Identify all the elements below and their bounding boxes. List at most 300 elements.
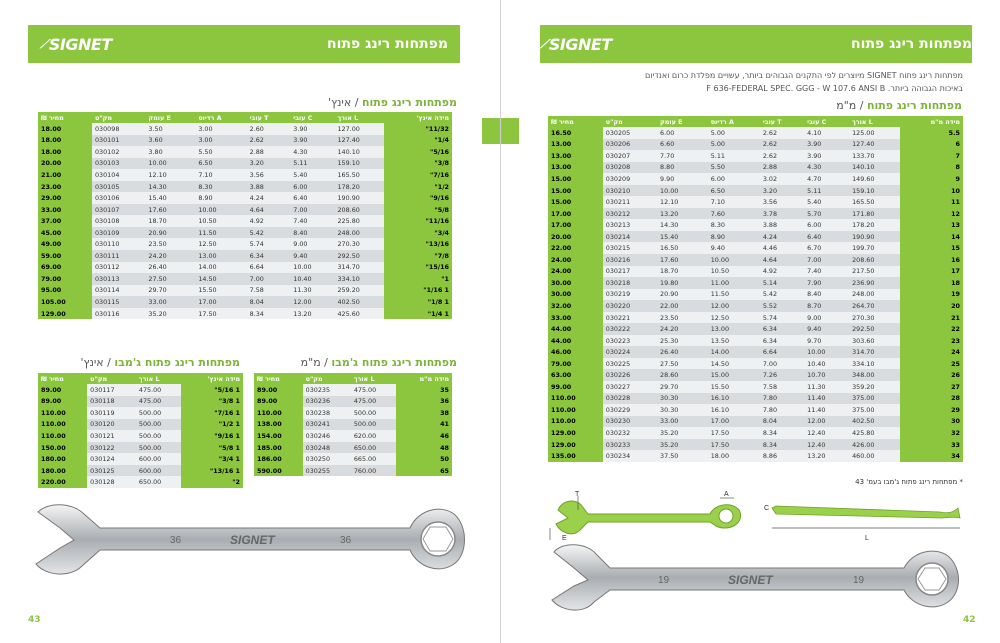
table-row <box>548 173 963 185</box>
table-cell: 5.00 <box>708 127 760 139</box>
table-row <box>548 312 963 324</box>
table-cell: 10.50 <box>195 215 246 227</box>
table-cell: 500.00 <box>351 407 396 419</box>
size-cell: 28 <box>900 393 963 405</box>
table-cell: 6.60 <box>657 139 708 151</box>
price-cell: 110.00 <box>548 416 603 428</box>
table-cell: 7.40 <box>290 215 334 227</box>
column-header: L אורך <box>136 373 181 384</box>
wrench-brand-label: SIGNET <box>230 533 275 547</box>
table-cell: 030108 <box>92 215 145 227</box>
table-cell: 6.34 <box>760 323 804 335</box>
table-cell: 7.80 <box>760 393 804 405</box>
swoosh-icon: ⟋ <box>40 36 48 51</box>
size-cell: 5/8" <box>384 204 452 216</box>
table-cell: 12.50 <box>708 312 760 324</box>
table-cell: 17.00 <box>195 296 246 308</box>
intro-line: מפתחות רינג פתוח SIGNET מיוצרים לפי התקנים הגבוהים ביותר, עשויים מפלדת כרום ואנדיום <box>645 71 963 80</box>
page-number-left: 43 <box>28 615 41 625</box>
table-row <box>548 450 963 462</box>
table-row <box>38 123 452 135</box>
size-cell: 7/8" <box>384 250 452 262</box>
price-cell: 110.00 <box>548 393 603 405</box>
price-cell: 30.00 <box>548 277 603 289</box>
table-cell: 5.14 <box>760 277 804 289</box>
size-cell: 35 <box>396 384 452 396</box>
table-cell: 8.34 <box>760 427 804 439</box>
table-cell: 178.20 <box>334 181 384 193</box>
table-cell: 7.70 <box>657 150 708 162</box>
table-cell: 13.20 <box>290 308 334 320</box>
table-cell: 030233 <box>603 439 657 451</box>
table-cell: 3.90 <box>804 139 849 151</box>
table-cell: 375.00 <box>849 393 900 405</box>
left-side-tab <box>482 118 500 144</box>
table-cell: 9.40 <box>708 242 760 254</box>
size-cell: 1/4" <box>384 135 452 147</box>
size-cell: 41 <box>396 419 452 431</box>
table-cell: 303.60 <box>849 335 900 347</box>
column-header: A רדיוס <box>195 112 246 123</box>
table-cell: 11.50 <box>195 227 246 239</box>
size-cell: 5/16" <box>384 146 452 158</box>
table-cell: 12.10 <box>657 196 708 208</box>
table-row <box>548 289 963 301</box>
price-cell: 16.50 <box>548 127 603 139</box>
metric-wrench-photo <box>548 540 968 615</box>
table-cell: 3.50 <box>145 123 195 135</box>
table-cell: 314.70 <box>334 262 384 274</box>
table-row <box>38 442 243 454</box>
table-cell: 030222 <box>603 323 657 335</box>
table-cell: 3.20 <box>760 185 804 197</box>
table-cell: 030120 <box>87 419 136 431</box>
table-cell: 13.20 <box>804 450 849 462</box>
table-cell: 030221 <box>603 312 657 324</box>
price-cell: 44.00 <box>548 323 603 335</box>
price-cell: 89.00 <box>38 384 87 396</box>
table-cell: 12.00 <box>290 296 334 308</box>
table-cell: 6.00 <box>804 219 849 231</box>
table-cell: 14.30 <box>145 181 195 193</box>
table-cell: 20.90 <box>145 227 195 239</box>
table-cell: 4.64 <box>247 204 291 216</box>
table-cell: 16.50 <box>657 242 708 254</box>
price-cell: 150.00 <box>38 442 87 454</box>
table-cell: 159.10 <box>334 158 384 170</box>
size-cell: 1 9/16" <box>181 430 243 442</box>
table-row <box>38 384 243 396</box>
table-cell: 030208 <box>603 162 657 174</box>
table-row <box>548 162 963 174</box>
size-cell: 21 <box>900 312 963 324</box>
size-cell: 7/16" <box>384 169 452 181</box>
long-inch-table-heading: מפתחות רינג פתוח ג'מבו / אינץ' <box>80 356 240 369</box>
table-row <box>548 254 963 266</box>
table-cell: 030228 <box>603 393 657 405</box>
size-cell: 1 3/4" <box>181 453 243 465</box>
price-cell: 24.00 <box>548 254 603 266</box>
size-cell: 1/2" <box>384 181 452 193</box>
table-cell: 3.78 <box>760 208 804 220</box>
table-cell: 3.00 <box>195 135 246 147</box>
price-cell: 22.00 <box>548 242 603 254</box>
table-cell: 7.00 <box>247 273 291 285</box>
table-row <box>548 196 963 208</box>
table-cell: 28.60 <box>657 369 708 381</box>
table-cell: 7.00 <box>804 254 849 266</box>
table-row <box>38 169 452 181</box>
mm-table-heading: מפתחות רינג פתוח / מ"מ <box>836 99 962 112</box>
table-row <box>38 215 452 227</box>
table-cell: 6.50 <box>708 185 760 197</box>
price-cell: 13.00 <box>548 150 603 162</box>
price-cell: 33.00 <box>548 312 603 324</box>
table-cell: 8.90 <box>708 231 760 243</box>
table-cell: 7.00 <box>760 358 804 370</box>
price-cell: 99.00 <box>548 381 603 393</box>
size-cell: 50 <box>396 453 452 465</box>
table-cell: 7.80 <box>760 404 804 416</box>
table-cell: 3.02 <box>760 173 804 185</box>
table-cell: 030214 <box>603 231 657 243</box>
table-cell: 030229 <box>603 404 657 416</box>
table-cell: 8.70 <box>804 300 849 312</box>
left-logo: ⟋ SIGNET <box>40 34 112 54</box>
footnote: * מפתחות רינג פתוח ג'מבו בעמ' 43 <box>855 478 963 486</box>
table-cell: 5.74 <box>760 312 804 324</box>
table-cell: 7.40 <box>804 266 849 278</box>
table-cell: 6.70 <box>804 242 849 254</box>
table-cell: 030102 <box>92 146 145 158</box>
table-row <box>548 381 963 393</box>
dim-label-a: A <box>724 491 729 498</box>
table-row <box>38 262 452 274</box>
dim-label-l: L <box>865 535 869 542</box>
size-cell: 8 <box>900 162 963 174</box>
table-cell: 10.70 <box>804 369 849 381</box>
table-cell: 14.00 <box>708 346 760 358</box>
price-cell: 21.00 <box>38 169 92 181</box>
table-cell: 30.30 <box>657 404 708 416</box>
table-cell: 334.10 <box>334 273 384 285</box>
table-cell: 4.24 <box>247 192 291 204</box>
table-cell: 11.00 <box>708 277 760 289</box>
table-cell: 760.00 <box>351 465 396 477</box>
size-cell: 11/32" <box>384 123 452 135</box>
price-cell: 110.00 <box>254 407 303 419</box>
price-cell: 154.00 <box>254 430 303 442</box>
table-cell: 8.34 <box>760 439 804 451</box>
price-cell: 110.00 <box>38 407 87 419</box>
table-cell: 4.30 <box>804 162 849 174</box>
table-cell: 030105 <box>92 181 145 193</box>
table-row <box>548 369 963 381</box>
table-cell: 15.40 <box>657 231 708 243</box>
table-cell: 030117 <box>87 384 136 396</box>
table-cell: 5.11 <box>708 150 760 162</box>
column-header: מק"ט <box>603 116 657 127</box>
table-cell: 620.00 <box>351 430 396 442</box>
table-cell: 13.50 <box>708 335 760 347</box>
table-cell: 426.00 <box>849 439 900 451</box>
table-cell: 334.10 <box>849 358 900 370</box>
table-cell: 4.64 <box>760 254 804 266</box>
price-cell: 32.00 <box>548 300 603 312</box>
table-cell: 5.74 <box>247 238 291 250</box>
table-cell: 10.00 <box>290 262 334 274</box>
table-cell: 4.92 <box>247 215 291 227</box>
price-cell: 129.00 <box>38 308 92 320</box>
table-row <box>38 453 243 465</box>
intro-text <box>548 70 963 95</box>
price-cell: 89.00 <box>254 396 303 408</box>
table-cell: 149.60 <box>849 173 900 185</box>
table-cell: 5.70 <box>804 208 849 220</box>
table-cell: 030207 <box>603 150 657 162</box>
table-row <box>38 476 243 488</box>
size-cell: 23 <box>900 335 963 347</box>
table-cell: 10.00 <box>804 346 849 358</box>
size-cell: 2" <box>181 476 243 488</box>
size-cell: 1 5/8" <box>181 442 243 454</box>
table-cell: 30.30 <box>657 393 708 405</box>
size-cell: 1 1/2" <box>181 419 243 431</box>
price-cell: 45.00 <box>38 227 92 239</box>
table-cell: 475.00 <box>351 396 396 408</box>
table-row <box>38 204 452 216</box>
table-row <box>548 404 963 416</box>
right-logo: ⟋ SIGNET <box>540 34 612 54</box>
table-cell: 030250 <box>303 453 351 465</box>
table-cell: 6.64 <box>247 262 291 274</box>
table-cell: 475.00 <box>136 396 181 408</box>
table-row <box>254 419 452 431</box>
right-banner <box>540 25 972 63</box>
table-cell: 030116 <box>92 308 145 320</box>
size-cell: 3/8" <box>384 158 452 170</box>
table-row <box>38 238 452 250</box>
price-cell: 79.00 <box>548 358 603 370</box>
table-cell: 3.90 <box>290 135 334 147</box>
table-row <box>548 323 963 335</box>
table-cell: 23.50 <box>657 312 708 324</box>
table-cell: 14.30 <box>657 219 708 231</box>
table-cell: 4.10 <box>804 127 849 139</box>
price-cell: 46.00 <box>548 346 603 358</box>
table-cell: 030241 <box>303 419 351 431</box>
table-row <box>548 242 963 254</box>
table-cell: 5.50 <box>708 162 760 174</box>
table-cell: 11.50 <box>708 289 760 301</box>
size-cell: 6 <box>900 139 963 151</box>
table-cell: 29.70 <box>657 381 708 393</box>
column-header: מק"ט <box>303 373 351 384</box>
table-cell: 7.00 <box>290 204 334 216</box>
price-cell: 15.00 <box>548 185 603 197</box>
table-cell: 16.10 <box>708 393 760 405</box>
size-cell: 1 5/16" <box>181 384 243 396</box>
price-cell: 18.00 <box>38 146 92 158</box>
table-row <box>38 285 452 297</box>
table-row <box>38 250 452 262</box>
table-cell: 665.00 <box>351 453 396 465</box>
price-cell: 30.00 <box>548 289 603 301</box>
table-cell: 208.60 <box>849 254 900 266</box>
table-cell: 030107 <box>92 204 145 216</box>
size-cell: 13 <box>900 219 963 231</box>
table-cell: 9.40 <box>804 323 849 335</box>
table-cell: 5.42 <box>247 227 291 239</box>
table-row <box>548 277 963 289</box>
table-cell: 11.30 <box>290 285 334 297</box>
inch-wrench-table <box>38 112 452 319</box>
table-cell: 270.30 <box>334 238 384 250</box>
left-banner-title: מפתחות רינג פתוח <box>327 36 448 52</box>
table-cell: 030255 <box>303 465 351 477</box>
table-cell: 127.40 <box>849 139 900 151</box>
table-cell: 10.50 <box>708 266 760 278</box>
table-cell: 650.00 <box>351 442 396 454</box>
table-cell: 140.10 <box>334 146 384 158</box>
table-cell: 475.00 <box>351 384 396 396</box>
long-inch-wrench-table <box>38 373 243 488</box>
table-cell: 17.50 <box>708 439 760 451</box>
table-row <box>548 139 963 151</box>
size-cell: 1 1/4" <box>384 308 452 320</box>
table-cell: 402.50 <box>334 296 384 308</box>
table-row <box>548 335 963 347</box>
size-cell: 46 <box>396 430 452 442</box>
size-cell: 9/16" <box>384 192 452 204</box>
price-cell: 186.00 <box>254 453 303 465</box>
table-cell: 030128 <box>87 476 136 488</box>
table-cell: 030224 <box>603 346 657 358</box>
size-cell: 20 <box>900 300 963 312</box>
size-cell: 3/4" <box>384 227 452 239</box>
table-cell: 030236 <box>303 396 351 408</box>
table-cell: 37.50 <box>657 450 708 462</box>
price-cell: 13.00 <box>548 162 603 174</box>
price-cell: 49.00 <box>38 238 92 250</box>
table-cell: 2.62 <box>247 135 291 147</box>
table-cell: 425.80 <box>849 427 900 439</box>
size-cell: 1 3/8" <box>181 396 243 408</box>
table-cell: 6.00 <box>657 127 708 139</box>
table-cell: 030238 <box>303 407 351 419</box>
price-cell: 110.00 <box>548 404 603 416</box>
table-cell: 030211 <box>603 196 657 208</box>
table-row <box>38 273 452 285</box>
table-cell: 2.60 <box>247 123 291 135</box>
table-row <box>254 384 452 396</box>
table-cell: 375.00 <box>849 404 900 416</box>
column-header: מידה מ"מ <box>396 373 452 384</box>
table-cell: 030220 <box>603 300 657 312</box>
table-row <box>548 358 963 370</box>
table-cell: 26.40 <box>657 346 708 358</box>
table-cell: 27.50 <box>657 358 708 370</box>
table-row <box>254 442 452 454</box>
table-cell: 030114 <box>92 285 145 297</box>
table-cell: 3.60 <box>145 135 195 147</box>
size-cell: 15 <box>900 242 963 254</box>
size-cell: 9 <box>900 173 963 185</box>
table-cell: 4.30 <box>290 146 334 158</box>
mm-wrench-table <box>548 116 963 462</box>
right-banner-title: מפתחות רינג פתוח <box>851 36 972 52</box>
table-cell: 10.00 <box>657 185 708 197</box>
column-header: T עובי <box>760 116 804 127</box>
table-row <box>38 419 243 431</box>
table-cell: 030106 <box>92 192 145 204</box>
table-cell: 030215 <box>603 242 657 254</box>
table-row <box>548 185 963 197</box>
table-cell: 030234 <box>603 450 657 462</box>
table-cell: 030227 <box>603 381 657 393</box>
table-cell: 2.62 <box>760 139 804 151</box>
table-row <box>548 439 963 451</box>
table-cell: 030118 <box>87 396 136 408</box>
table-cell: 030098 <box>92 123 145 135</box>
wrench-brand-label: SIGNET <box>728 573 773 587</box>
table-cell: 3.00 <box>195 123 246 135</box>
table-cell: 17.60 <box>145 204 195 216</box>
dim-label-e: E <box>562 535 567 542</box>
price-cell: 138.00 <box>254 419 303 431</box>
table-row <box>254 465 452 477</box>
table-cell: 500.00 <box>136 442 181 454</box>
size-cell: 1 13/16" <box>181 465 243 477</box>
table-cell: 2.62 <box>760 127 804 139</box>
table-row <box>254 430 452 442</box>
size-cell: 16 <box>900 254 963 266</box>
size-cell: 30 <box>900 416 963 428</box>
table-cell: 264.70 <box>849 300 900 312</box>
price-cell: 20.00 <box>548 231 603 243</box>
table-cell: 9.00 <box>290 238 334 250</box>
table-cell: 7.26 <box>760 369 804 381</box>
intro-line: באיכות הגבוהה ביותר. F 636-FEDERAL SPEC. GGG - W 107.6 ANSI B <box>706 83 963 93</box>
table-cell: 165.50 <box>334 169 384 181</box>
table-cell: 348.00 <box>849 369 900 381</box>
table-cell: 3.88 <box>247 181 291 193</box>
table-row <box>548 416 963 428</box>
table-cell: 11.40 <box>804 393 849 405</box>
column-header: E עומק <box>657 116 708 127</box>
size-cell: 27 <box>900 381 963 393</box>
column-header: מחיר ₪ <box>548 116 603 127</box>
table-cell: 10.40 <box>804 358 849 370</box>
price-cell: 220.00 <box>38 476 87 488</box>
table-cell: 17.00 <box>708 416 760 428</box>
table-cell: 4.24 <box>760 231 804 243</box>
size-cell: 5.5 <box>900 127 963 139</box>
table-cell: 030124 <box>87 453 136 465</box>
column-header: מידה אינץ' <box>181 373 243 384</box>
size-cell: 10 <box>900 185 963 197</box>
table-cell: 6.50 <box>195 158 246 170</box>
table-cell: 4.46 <box>760 242 804 254</box>
size-cell: 29 <box>900 404 963 416</box>
price-cell: 69.00 <box>38 262 92 274</box>
table-cell: 030125 <box>87 465 136 477</box>
price-cell: 180.00 <box>38 453 87 465</box>
table-cell: 18.00 <box>708 450 760 462</box>
column-header: מק"ט <box>92 112 145 123</box>
table-cell: 236.90 <box>849 277 900 289</box>
table-row <box>548 208 963 220</box>
